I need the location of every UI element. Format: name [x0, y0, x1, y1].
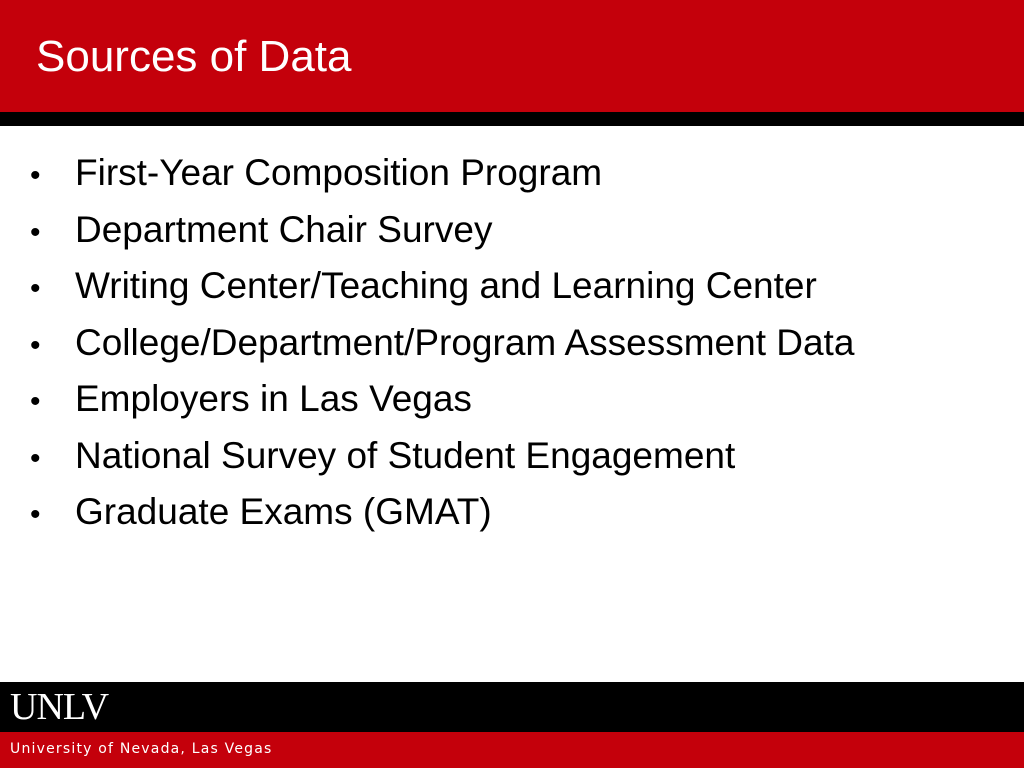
bullet-text: First-Year Composition Program — [75, 152, 603, 193]
bullet-list — [30, 148, 1010, 544]
unlv-logo: UNLV — [10, 686, 109, 728]
bullet-icon: • — [30, 272, 41, 305]
bullet-item — [30, 487, 1010, 544]
bullet-item — [30, 261, 1010, 318]
bullet-icon: • — [30, 215, 41, 249]
bullet-icon: • — [30, 159, 41, 192]
slide-title: Sources of Data — [36, 32, 352, 81]
bullet-item — [30, 431, 1010, 488]
bullet-text: Employers in Las Vegas — [75, 378, 472, 419]
bullet-item — [30, 374, 1010, 431]
bullet-text: College/Department/Program Assessment Data — [75, 321, 855, 363]
title-divider — [0, 112, 1024, 126]
bullet-icon: • — [30, 385, 41, 418]
bullet-text: Department Chair Survey — [75, 208, 493, 250]
bullet-item — [30, 318, 1010, 375]
university-name: University of Nevada, Las Vegas — [10, 741, 273, 757]
bullet-item — [30, 148, 1010, 205]
bullet-icon: • — [30, 441, 41, 475]
footer-logo-band — [0, 682, 1024, 732]
bullet-item — [30, 205, 1010, 262]
bullet-icon: • — [30, 498, 41, 531]
bullet-text: National Survey of Student Engagement — [75, 434, 736, 476]
bullet-icon: • — [30, 328, 41, 362]
bullet-text: Writing Center/Teaching and Learning Center — [75, 265, 817, 306]
bullet-text: Graduate Exams (GMAT) — [75, 491, 492, 532]
